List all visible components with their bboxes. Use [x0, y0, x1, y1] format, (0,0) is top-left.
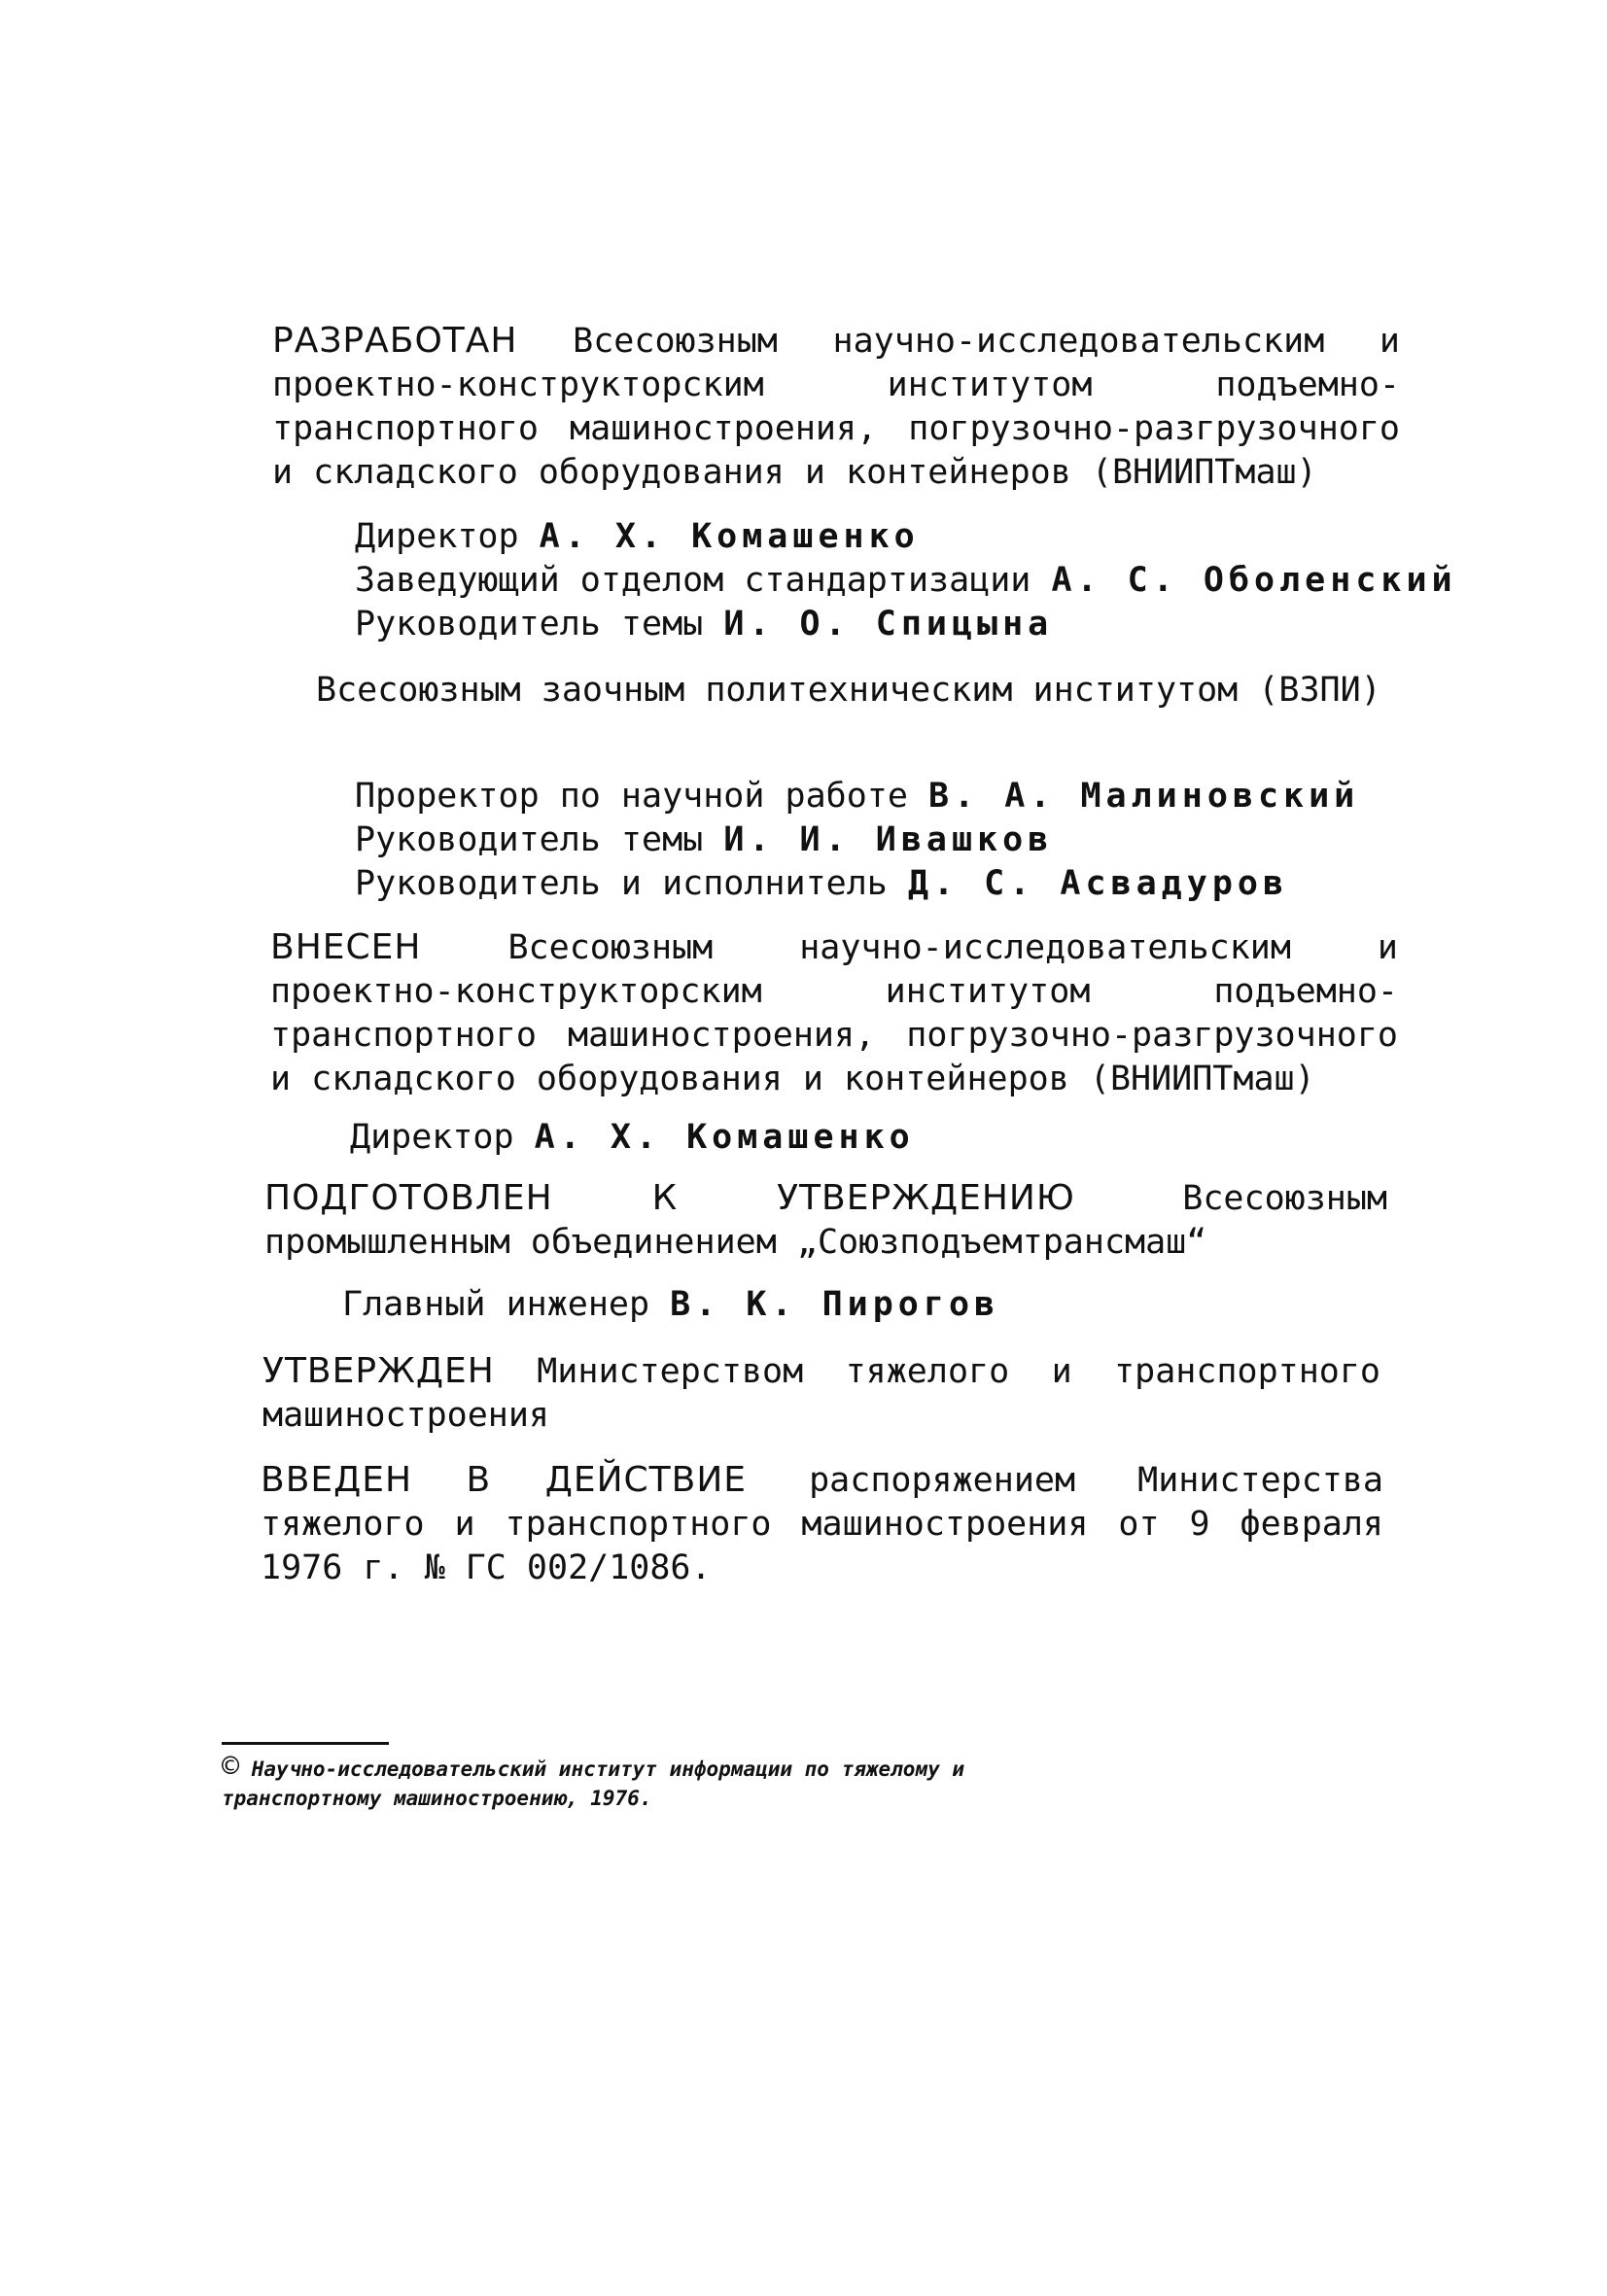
vveden-keyword: ВВЕДЕН В ДЕЙСТВИЕ: [261, 1460, 748, 1500]
podgotovlen-keyword: ПОДГОТОВЛЕН К УТВЕРЖДЕНИЮ: [264, 1178, 1075, 1218]
copyright-footnote: [222, 1750, 1097, 1813]
person-role: Заведующий отделом стандартизации: [355, 561, 1031, 600]
person-role: Руководитель темы: [355, 820, 704, 859]
person-role: Директор: [355, 517, 519, 556]
podgotovlen-text: Всесоюзным промышленным объединением „Союзподъемтрансмаш“: [264, 1179, 1387, 1262]
vnesen-keyword: ВНЕСЕН: [270, 927, 422, 967]
person-name: А. С. Оболенский: [1051, 561, 1457, 600]
vveden-text: распоряжением Министерства тяжелого и транспортного машиностроения от 9 февраля 1976 г. № ГС 002/1086.: [261, 1461, 1383, 1587]
person-line: [355, 603, 1424, 646]
razrabotan-keyword: РАЗРАБОТАН: [272, 321, 518, 361]
vzpi-block: [316, 669, 1395, 713]
vnesen-text: Всесоюзным научно-исследовательским и проектно-конструкторским институтом подъемно-транспортного машиностроения, погрузочно-разгрузочного и складского оборудования и контейнеров (ВНИИПТмаш): [270, 928, 1399, 1098]
person-name: В. А. Малиновский: [928, 777, 1360, 816]
podgotovlen-block: [264, 1176, 1387, 1265]
person-name: Д. С. Асвадуров: [907, 864, 1289, 903]
utverzhden-block: [262, 1349, 1380, 1438]
person-name: В. К. Пирогов: [670, 1285, 1000, 1324]
person-line: [350, 1116, 1419, 1160]
razrabotan-block: [272, 319, 1400, 495]
vveden-block: [261, 1458, 1383, 1590]
person-line: [342, 1283, 1412, 1327]
vzpi-text: Всесоюзным заочным политехническим институтом (ВЗПИ): [316, 671, 1381, 710]
person-role: Проректор по научной работе: [355, 777, 908, 816]
vnesen-block: [270, 925, 1398, 1101]
vzpi-people: [355, 775, 1424, 906]
person-line: [355, 862, 1424, 906]
utverzhden-text: Министерством тяжелого и транспортного машиностроения: [262, 1352, 1380, 1435]
copyright-icon: ©: [222, 1750, 240, 1784]
razrabotan-text: Всесоюзным научно-исследовательским и проектно-конструкторским институтом подъемно-транспортного машиностроения, погрузочно-разгрузочного и складского оборудования и контейнеров (ВНИИПТмаш): [272, 322, 1400, 492]
footnote-text: Научно-исследовательский институт информации по тяжелому и транспортному машиностроению, 1976.: [222, 1757, 965, 1810]
utverzhden-keyword: УТВЕРЖДЕН: [262, 1351, 495, 1391]
person-name: И. О. Спицына: [723, 605, 1054, 644]
person-role: Главный инженер: [342, 1285, 650, 1324]
person-role: Директор: [350, 1118, 514, 1157]
person-line: [355, 775, 1424, 818]
footnote-divider: [222, 1742, 389, 1745]
razrabotan-people: [355, 515, 1457, 646]
vnesen-people: [350, 1116, 1419, 1160]
person-line: [355, 515, 1424, 559]
person-name: И. И. Ивашков: [723, 820, 1054, 859]
person-line: [355, 818, 1424, 862]
person-role: Руководитель и исполнитель: [355, 864, 888, 903]
podgotovlen-people: [342, 1283, 1412, 1327]
person-line: [355, 559, 1457, 603]
person-name: А. Х. Комашенко: [539, 517, 920, 556]
person-name: А. Х. Комашенко: [534, 1118, 915, 1157]
person-role: Руководитель темы: [355, 605, 704, 644]
